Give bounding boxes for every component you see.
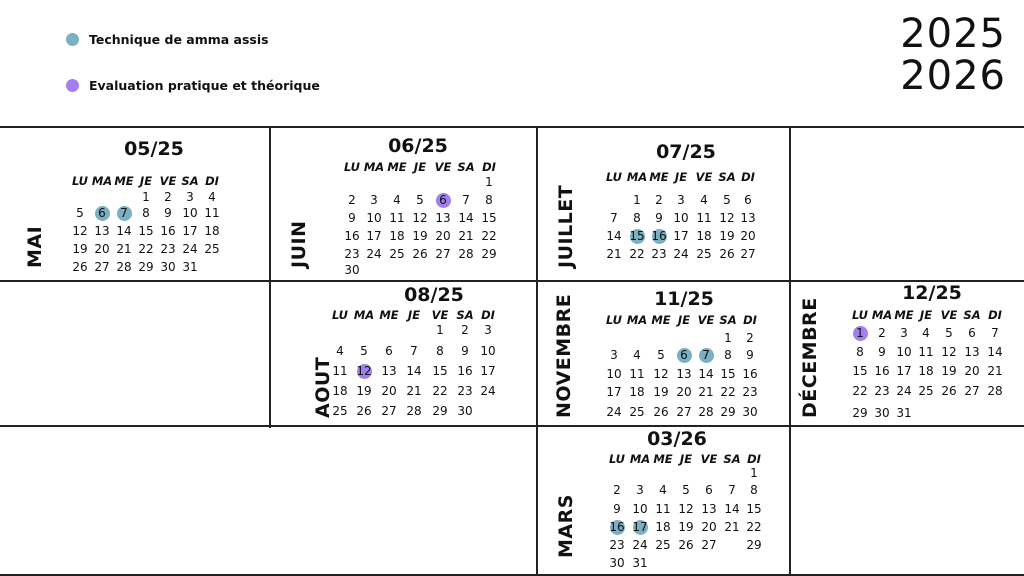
day-cell[interactable]: 22 (746, 520, 762, 534)
day-cell[interactable]: 13 (740, 211, 756, 225)
weekday-label: MA (363, 160, 385, 174)
day-cell[interactable]: 2 (746, 331, 754, 345)
day-cell[interactable]: 21 (987, 364, 1003, 378)
day-cell[interactable]: 17 (480, 364, 496, 378)
day-cell[interactable]: 22 (481, 229, 497, 243)
day-cell[interactable]: 8 (724, 348, 732, 362)
day-cell[interactable]: 24 (896, 384, 912, 398)
day-cell[interactable]: 23 (651, 247, 667, 261)
day-cell[interactable]: 24 (632, 538, 648, 552)
day-cell[interactable]: 10 (673, 211, 689, 225)
day-cell[interactable]: 5 (723, 193, 731, 207)
day-cell[interactable]: 20 (94, 242, 110, 256)
weekday-label: ME (653, 452, 673, 466)
weekday-label: MA (626, 170, 648, 184)
day-cell[interactable]: 30 (160, 260, 176, 274)
day-cell[interactable]: 4 (208, 190, 216, 204)
day-cell[interactable]: 26 (356, 404, 372, 418)
weekday-label: DI (481, 308, 495, 322)
day-cell[interactable]: 28 (698, 405, 714, 419)
day-cell[interactable]: 16 (651, 229, 667, 243)
month-title-juillet: 07/25 (656, 141, 716, 163)
weekday-label: SA (718, 170, 736, 184)
day-cell[interactable]: 21 (116, 242, 132, 256)
day-cell[interactable]: 14 (606, 229, 622, 243)
day-cell[interactable]: 9 (613, 502, 621, 516)
weekday-label: JE (407, 308, 421, 322)
day-cell[interactable]: 15 (746, 502, 762, 516)
month-name-mars: MARS (555, 494, 577, 558)
day-cell[interactable]: 9 (655, 211, 663, 225)
day-cell[interactable]: 10 (182, 206, 198, 220)
day-cell[interactable]: 24 (606, 405, 622, 419)
weekday-label: SA (456, 308, 474, 322)
day-cell[interactable]: 18 (389, 229, 405, 243)
day-cell[interactable]: 11 (389, 211, 405, 225)
day-cell[interactable]: 15 (629, 229, 645, 243)
day-cell[interactable]: 19 (356, 384, 372, 398)
day-cell[interactable]: 18 (696, 229, 712, 243)
day-cell[interactable]: 1 (750, 466, 758, 480)
weekday-label: SA (181, 174, 199, 188)
day-cell[interactable]: 20 (701, 520, 717, 534)
day-cell[interactable]: 17 (366, 229, 382, 243)
day-cell[interactable]: 11 (696, 211, 712, 225)
weekday-label: LU (71, 174, 89, 188)
day-cell[interactable]: 26 (941, 384, 957, 398)
day-cell[interactable]: 12 (719, 211, 735, 225)
day-cell[interactable]: 19 (941, 364, 957, 378)
weekday-label: LU (851, 308, 869, 322)
month-name-decembre: DÉCEMBRE (799, 297, 821, 418)
day-cell[interactable]: 27 (676, 405, 692, 419)
day-cell[interactable]: 11 (918, 345, 934, 359)
day-cell[interactable]: 5 (416, 193, 424, 207)
legend-technique (66, 32, 269, 47)
day-cell[interactable]: 12 (678, 502, 694, 516)
day-cell[interactable]: 25 (204, 242, 220, 256)
day-cell[interactable]: 8 (856, 345, 864, 359)
day-cell[interactable]: 28 (458, 247, 474, 261)
day-cell[interactable]: 20 (676, 385, 692, 399)
day-cell[interactable]: 23 (742, 385, 758, 399)
day-cell[interactable]: 6 (705, 483, 713, 497)
day-cell[interactable]: 6 (385, 344, 393, 358)
day-cell[interactable]: 13 (676, 367, 692, 381)
day-cell[interactable]: 9 (461, 344, 469, 358)
weekday-label: SA (457, 160, 475, 174)
day-cell[interactable]: 8 (485, 193, 493, 207)
day-cell[interactable]: 27 (435, 247, 451, 261)
day-cell[interactable]: 3 (186, 190, 194, 204)
day-cell[interactable]: 2 (348, 193, 356, 207)
day-cell[interactable]: 14 (116, 224, 132, 238)
day-cell[interactable]: 15 (138, 224, 154, 238)
day-cell[interactable]: 11 (629, 367, 645, 381)
weekday-label: SA (723, 452, 741, 466)
day-cell[interactable]: 6 (680, 348, 688, 362)
day-cell[interactable]: 17 (896, 364, 912, 378)
day-cell[interactable]: 22 (720, 385, 736, 399)
month-title-aout: 08/25 (404, 284, 464, 306)
day-cell[interactable]: 26 (678, 538, 694, 552)
weekday-label: JE (139, 174, 153, 188)
weekday-label: DI (988, 308, 1002, 322)
day-cell[interactable]: 25 (332, 404, 348, 418)
day-cell[interactable]: 4 (336, 344, 344, 358)
day-cell[interactable]: 24 (366, 247, 382, 261)
day-cell[interactable]: 5 (360, 344, 368, 358)
day-cell[interactable]: 4 (633, 348, 641, 362)
weekday-label: LU (605, 170, 623, 184)
day-cell[interactable]: 22 (852, 384, 868, 398)
day-cell[interactable]: 16 (742, 367, 758, 381)
year-start: 2025 (900, 11, 1006, 57)
day-cell[interactable]: 11 (332, 364, 348, 378)
day-cell[interactable]: 14 (458, 211, 474, 225)
month-title-mars: 03/26 (647, 428, 707, 450)
legend-dot-evaluation (66, 79, 79, 92)
day-cell[interactable]: 13 (701, 502, 717, 516)
day-cell[interactable]: 16 (457, 364, 473, 378)
day-cell[interactable]: 7 (120, 206, 128, 220)
day-cell[interactable]: 5 (76, 206, 84, 220)
day-cell[interactable]: 30 (344, 263, 360, 277)
weekday-label: LU (608, 452, 626, 466)
day-cell[interactable]: 18 (918, 364, 934, 378)
day-cell[interactable]: 5 (657, 348, 665, 362)
day-cell[interactable]: 10 (606, 367, 622, 381)
grid-line (269, 126, 271, 428)
grid-line (536, 126, 538, 576)
weekday-label: ME (894, 308, 914, 322)
month-title-decembre: 12/25 (902, 282, 962, 304)
day-cell[interactable]: 28 (987, 384, 1003, 398)
day-cell[interactable]: 25 (918, 384, 934, 398)
day-cell[interactable]: 21 (406, 384, 422, 398)
day-cell[interactable]: 10 (366, 211, 382, 225)
day-cell[interactable]: 23 (457, 384, 473, 398)
day-cell[interactable]: 31 (182, 260, 198, 274)
weekday-label: SA (963, 308, 981, 322)
day-cell[interactable]: 3 (677, 193, 685, 207)
day-cell[interactable]: 27 (701, 538, 717, 552)
day-cell[interactable]: 12 (356, 364, 372, 378)
day-cell[interactable]: 30 (742, 405, 758, 419)
weekday-label: JE (413, 160, 427, 174)
weekday-label: DI (747, 452, 761, 466)
day-cell[interactable]: 29 (852, 406, 868, 420)
day-cell[interactable]: 18 (332, 384, 348, 398)
day-cell[interactable]: 26 (412, 247, 428, 261)
day-cell[interactable]: 3 (900, 326, 908, 340)
weekday-label: DI (482, 160, 496, 174)
weekday-label: VE (940, 308, 958, 322)
day-cell[interactable]: 1 (856, 326, 864, 340)
day-cell[interactable]: 27 (740, 247, 756, 261)
year-end: 2026 (900, 53, 1006, 99)
day-cell[interactable]: 28 (406, 404, 422, 418)
day-cell[interactable]: 20 (435, 229, 451, 243)
day-cell[interactable]: 3 (636, 483, 644, 497)
weekday-label: VE (159, 174, 177, 188)
month-name-juillet: JUILLET (555, 184, 577, 268)
day-cell[interactable]: 29 (720, 405, 736, 419)
weekday-label: ME (649, 170, 669, 184)
grid-line (0, 425, 1024, 427)
day-cell[interactable]: 23 (160, 242, 176, 256)
day-cell[interactable]: 7 (728, 483, 736, 497)
day-cell[interactable]: 23 (344, 247, 360, 261)
day-cell[interactable]: 24 (480, 384, 496, 398)
weekday-label: DI (741, 170, 755, 184)
day-cell[interactable]: 21 (606, 247, 622, 261)
day-cell[interactable]: 21 (698, 385, 714, 399)
day-cell[interactable]: 29 (746, 538, 762, 552)
day-cell[interactable]: 6 (98, 206, 106, 220)
day-cell[interactable]: 20 (381, 384, 397, 398)
weekday-label: MA (871, 308, 893, 322)
day-cell[interactable]: 5 (682, 483, 690, 497)
day-cell[interactable]: 7 (702, 348, 710, 362)
month-title-juin: 06/25 (388, 135, 448, 157)
day-cell[interactable]: 27 (964, 384, 980, 398)
day-cell[interactable]: 11 (204, 206, 220, 220)
weekday-label: ME (114, 174, 134, 188)
day-cell[interactable]: 19 (653, 385, 669, 399)
weekday-label: VE (431, 308, 449, 322)
day-cell[interactable]: 12 (412, 211, 428, 225)
weekday-label: MA (626, 313, 648, 327)
weekday-label: JE (919, 308, 933, 322)
day-cell[interactable]: 15 (852, 364, 868, 378)
grid-line (0, 126, 1024, 128)
month-title-mai: 05/25 (124, 138, 184, 160)
day-cell[interactable]: 27 (381, 404, 397, 418)
day-cell[interactable]: 4 (393, 193, 401, 207)
weekday-label: VE (434, 160, 452, 174)
month-name-mai: MAI (24, 225, 46, 268)
weekday-label: JE (674, 170, 688, 184)
day-cell[interactable]: 6 (968, 326, 976, 340)
day-cell[interactable]: 3 (370, 193, 378, 207)
day-cell[interactable]: 26 (72, 260, 88, 274)
day-cell[interactable]: 6 (439, 193, 447, 207)
day-cell[interactable]: 6 (744, 193, 752, 207)
weekday-label: MA (353, 308, 375, 322)
day-cell[interactable]: 1 (436, 323, 444, 337)
day-cell[interactable]: 19 (719, 229, 735, 243)
day-cell[interactable]: 17 (182, 224, 198, 238)
day-cell[interactable]: 17 (606, 385, 622, 399)
weekday-label: DI (205, 174, 219, 188)
month-name-juin: JUIN (288, 220, 310, 268)
weekday-label: ME (651, 313, 671, 327)
day-cell[interactable]: 25 (629, 405, 645, 419)
day-cell[interactable]: 9 (746, 348, 754, 362)
day-cell[interactable]: 14 (406, 364, 422, 378)
month-name-novembre: NOVEMBRE (553, 293, 575, 418)
weekday-label: ME (387, 160, 407, 174)
day-cell[interactable]: 24 (182, 242, 198, 256)
day-cell[interactable]: 14 (698, 367, 714, 381)
day-cell[interactable]: 22 (138, 242, 154, 256)
day-cell[interactable]: 4 (659, 483, 667, 497)
weekday-label: JE (677, 313, 691, 327)
day-cell[interactable]: 26 (719, 247, 735, 261)
weekday-label: ME (379, 308, 399, 322)
day-cell[interactable]: 29 (481, 247, 497, 261)
day-cell[interactable]: 2 (164, 190, 172, 204)
grid-line (789, 126, 791, 576)
day-cell[interactable]: 19 (678, 520, 694, 534)
legend-dot-technique (66, 33, 79, 46)
day-cell[interactable]: 10 (480, 344, 496, 358)
day-cell[interactable]: 31 (896, 406, 912, 420)
day-cell[interactable]: 9 (348, 211, 356, 225)
day-cell[interactable]: 21 (458, 229, 474, 243)
day-cell[interactable]: 8 (142, 206, 150, 220)
day-cell[interactable]: 18 (629, 385, 645, 399)
day-cell[interactable]: 12 (653, 367, 669, 381)
day-cell[interactable]: 16 (344, 229, 360, 243)
day-cell[interactable]: 29 (138, 260, 154, 274)
weekday-label: VE (700, 452, 718, 466)
day-cell[interactable]: 3 (610, 348, 618, 362)
day-cell[interactable]: 19 (72, 242, 88, 256)
weekday-label: DI (743, 313, 757, 327)
day-cell[interactable]: 2 (613, 483, 621, 497)
weekday-label: LU (331, 308, 349, 322)
day-cell[interactable]: 22 (432, 384, 448, 398)
day-cell[interactable]: 7 (462, 193, 470, 207)
day-cell[interactable]: 16 (874, 364, 890, 378)
day-cell[interactable]: 30 (609, 556, 625, 570)
day-cell[interactable]: 7 (610, 211, 618, 225)
day-cell[interactable]: 15 (481, 211, 497, 225)
weekday-label: VE (695, 170, 713, 184)
month-title-novembre: 11/25 (654, 288, 714, 310)
day-cell[interactable]: 7 (410, 344, 418, 358)
weekday-label: JE (679, 452, 693, 466)
day-cell[interactable]: 9 (878, 345, 886, 359)
day-cell[interactable]: 18 (655, 520, 671, 534)
day-cell[interactable]: 2 (655, 193, 663, 207)
day-cell[interactable]: 25 (655, 538, 671, 552)
day-cell[interactable]: 8 (750, 483, 758, 497)
day-cell[interactable]: 1 (724, 331, 732, 345)
day-cell[interactable]: 30 (457, 404, 473, 418)
day-cell[interactable]: 23 (874, 384, 890, 398)
day-cell[interactable]: 23 (609, 538, 625, 552)
day-cell[interactable]: 5 (945, 326, 953, 340)
day-cell[interactable]: 25 (696, 247, 712, 261)
day-cell[interactable]: 16 (160, 224, 176, 238)
day-cell[interactable]: 27 (94, 260, 110, 274)
day-cell[interactable]: 2 (878, 326, 886, 340)
day-cell[interactable]: 17 (673, 229, 689, 243)
day-cell[interactable]: 1 (485, 175, 493, 189)
day-cell[interactable]: 3 (484, 323, 492, 337)
day-cell[interactable]: 10 (632, 502, 648, 516)
weekday-label: LU (605, 313, 623, 327)
day-cell[interactable]: 4 (700, 193, 708, 207)
day-cell[interactable]: 20 (740, 229, 756, 243)
day-cell[interactable]: 1 (633, 193, 641, 207)
day-cell[interactable]: 14 (724, 502, 740, 516)
day-cell[interactable]: 13 (381, 364, 397, 378)
day-cell[interactable]: 15 (720, 367, 736, 381)
day-cell[interactable]: 11 (655, 502, 671, 516)
day-cell[interactable]: 8 (633, 211, 641, 225)
day-cell[interactable]: 24 (673, 247, 689, 261)
day-cell[interactable]: 21 (724, 520, 740, 534)
weekday-label: MA (629, 452, 651, 466)
day-cell[interactable]: 2 (461, 323, 469, 337)
day-cell[interactable]: 4 (922, 326, 930, 340)
legend-label-evaluation: Evaluation pratique et théorique (89, 78, 320, 93)
day-cell[interactable]: 19 (412, 229, 428, 243)
legend-label-technique: Technique de amma assis (89, 32, 269, 47)
day-cell[interactable]: 14 (987, 345, 1003, 359)
day-cell[interactable]: 13 (94, 224, 110, 238)
day-cell[interactable]: 13 (964, 345, 980, 359)
day-cell[interactable]: 31 (632, 556, 648, 570)
day-cell[interactable]: 22 (629, 247, 645, 261)
weekday-label: MA (91, 174, 113, 188)
day-cell[interactable]: 16 (609, 520, 625, 534)
day-cell[interactable]: 30 (874, 406, 890, 420)
day-cell[interactable]: 17 (632, 520, 648, 534)
day-cell[interactable]: 12 (941, 345, 957, 359)
day-cell[interactable]: 20 (964, 364, 980, 378)
day-cell[interactable]: 28 (116, 260, 132, 274)
day-cell[interactable]: 18 (204, 224, 220, 238)
month-name-aout: AOUT (312, 356, 334, 418)
weekday-label: LU (343, 160, 361, 174)
weekday-label: SA (719, 313, 737, 327)
grid-line (0, 280, 1024, 282)
day-cell[interactable]: 26 (653, 405, 669, 419)
day-cell[interactable]: 13 (435, 211, 451, 225)
day-cell[interactable]: 29 (432, 404, 448, 418)
day-cell[interactable]: 12 (72, 224, 88, 238)
day-cell[interactable]: 25 (389, 247, 405, 261)
day-cell[interactable]: 10 (896, 345, 912, 359)
legend-evaluation (66, 78, 320, 93)
weekday-label: VE (697, 313, 715, 327)
day-cell[interactable]: 8 (436, 344, 444, 358)
day-cell[interactable]: 15 (432, 364, 448, 378)
day-cell[interactable]: 7 (991, 326, 999, 340)
day-cell[interactable]: 1 (142, 190, 150, 204)
day-cell[interactable]: 9 (164, 206, 172, 220)
